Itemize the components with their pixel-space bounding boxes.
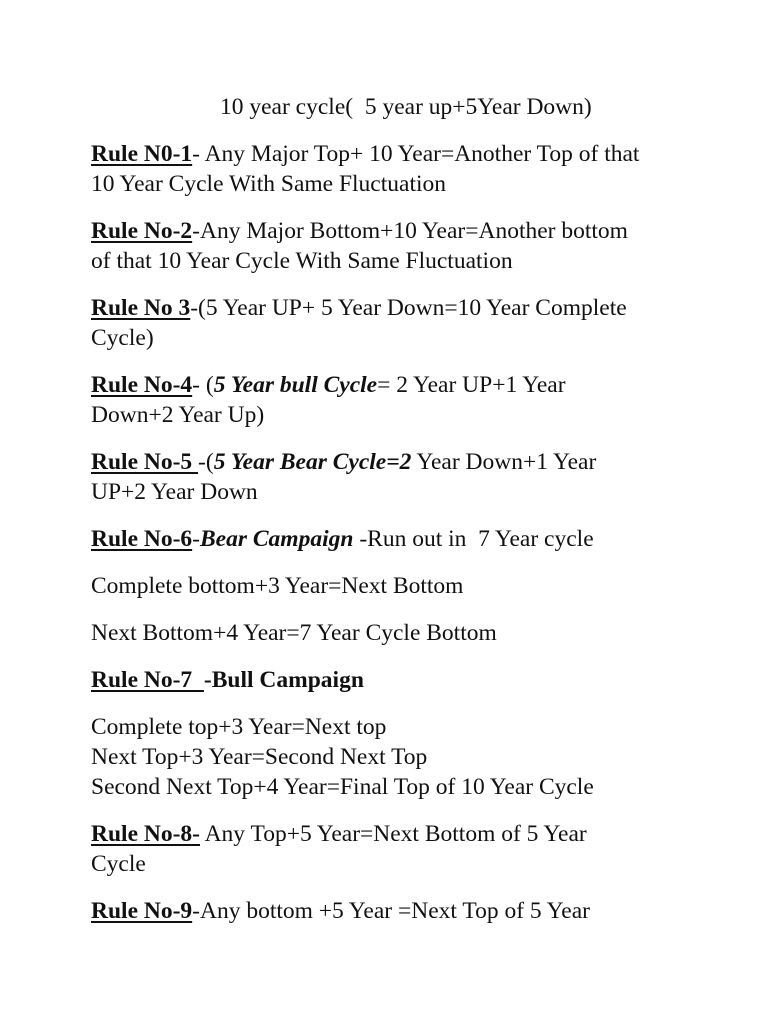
- rule-6-emphasis: Bear Campaign: [200, 526, 354, 552]
- document-title: 10 year cycle( 5 year up+5Year Down): [220, 94, 592, 120]
- rule-4-label: Rule No-4: [91, 372, 193, 398]
- rule-1-text-line2: 10 Year Cycle With Same Fluctuation: [91, 171, 447, 197]
- rule-9-label: Rule No-9: [91, 898, 193, 924]
- rule-9-text-line1: -Any bottom +5 Year =Next Top of 5 Year: [192, 898, 590, 924]
- rule-2: [91, 216, 711, 276]
- rule-3-text-line1: -(5 Year UP+ 5 Year Down=10 Year Complete: [190, 295, 627, 321]
- rule-2-label: Rule No-2: [91, 218, 193, 244]
- rule-4-emphasis: 5 Year bull Cycle: [213, 372, 378, 398]
- rule-7-step-2: Next Top+3 Year=Second Next Top: [91, 744, 428, 770]
- rule-6-text: -Run out in 7 Year cycle: [353, 526, 594, 552]
- rule-7-steps: [91, 712, 711, 802]
- rule-8-text-line1: Any Top+5 Year=Next Bottom of 5 Year: [200, 821, 587, 847]
- rule-3-text-line2: Cycle): [91, 325, 154, 351]
- rule-6-step-1: Complete bottom+3 Year=Next Bottom: [91, 573, 464, 599]
- rule-1: [91, 139, 711, 199]
- rule-4-text-line1: = 2 Year UP+1 Year: [377, 372, 566, 398]
- rule-6-step-2: Next Bottom+4 Year=7 Year Cycle Bottom: [91, 620, 497, 646]
- rule-2-text-line2: of that 10 Year Cycle With Same Fluctuation: [91, 248, 513, 274]
- rule-8: [91, 819, 711, 879]
- rule-3-label: Rule No 3: [91, 295, 191, 321]
- rule-7-step-3: Second Next Top+4 Year=Final Top of 10 Year Cycle: [91, 774, 594, 800]
- rule-3: [91, 293, 711, 353]
- rule-8-text-line2: Cycle: [91, 851, 146, 877]
- rule-7: [91, 665, 711, 695]
- rule-7-heading: -Bull Campaign: [203, 667, 364, 693]
- rule-7-label: Rule No-7: [91, 667, 204, 693]
- rule-6-prefix: -: [192, 526, 200, 552]
- rule-5: [91, 447, 711, 507]
- document-page: [91, 92, 711, 943]
- rule-1-text-line1: - Any Major Top+ 10 Year=Another Top of that: [192, 141, 640, 167]
- rule-1-label: Rule N0-1: [91, 141, 193, 167]
- rule-4-prefix: - (: [192, 372, 214, 398]
- rule-9: [91, 896, 711, 926]
- rule-5-text-line1: Year Down+1 Year: [411, 449, 597, 475]
- rule-4: [91, 370, 711, 430]
- rule-5-text-line2: UP+2 Year Down: [91, 479, 258, 505]
- rule-8-label: Rule No-8-: [91, 821, 200, 847]
- rule-4-text-line2: Down+2 Year Up): [91, 402, 265, 428]
- rule-7-step-1: Complete top+3 Year=Next top: [91, 714, 387, 740]
- rule-5-emphasis: 5 Year Bear Cycle=2: [213, 449, 412, 475]
- rule-5-label: Rule No-5: [91, 449, 199, 475]
- rule-5-prefix: -(: [198, 449, 214, 475]
- rule-6: [91, 524, 711, 554]
- rule-2-text-line1: -Any Major Bottom+10 Year=Another bottom: [192, 218, 628, 244]
- rule-6-label: Rule No-6: [91, 526, 193, 552]
